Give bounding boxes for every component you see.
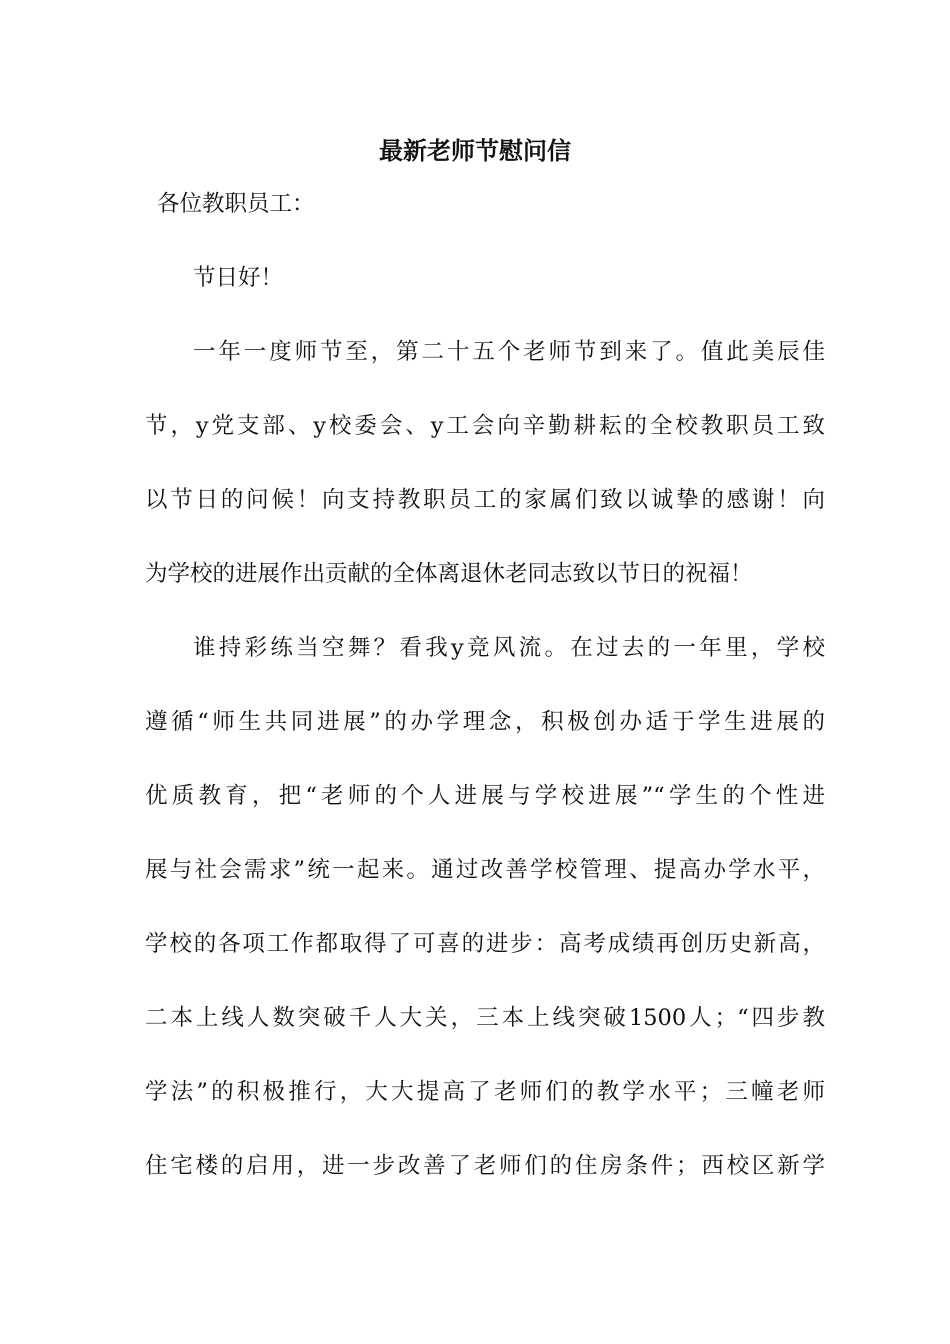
paragraph-2-line-2: 遵循“师生共同进展”的办学理念，积极创办适于学生进展的 bbox=[145, 709, 825, 735]
paragraph-2-line-3: 优质教育，把“老师的个人进展与学校进展”“学生的个性进 bbox=[145, 783, 825, 809]
greeting: 节日好！ bbox=[193, 265, 284, 291]
paragraph-2-line-8: 住宅楼的启用，进一步改善了老师们的住房条件；西校区新学 bbox=[145, 1153, 825, 1179]
paragraph-1-line-4: 为学校的进展作出贡献的全体离退休老同志致以节日的祝福！ bbox=[145, 561, 753, 587]
paragraph-1-line-2: 节，y党支部、y校委会、y工会向辛勤耕耘的全校教职员工致 bbox=[145, 413, 825, 439]
paragraph-2-line-1: 谁持彩练当空舞？看我y竞风流。在过去的一年里，学校 bbox=[193, 635, 825, 661]
paragraph-2-line-5: 学校的各项工作都取得了可喜的进步：高考成绩再创历史新高， bbox=[145, 931, 825, 957]
paragraph-2-line-6: 二本上线人数突破千人大关，三本上线突破1500人；“四步教 bbox=[145, 1005, 825, 1031]
paragraph-1-line-3: 以节日的问候！向支持教职员工的家属们致以诚挚的感谢！向 bbox=[145, 487, 825, 513]
salutation: 各位教职员工： bbox=[157, 191, 315, 217]
document-title: 最新老师节慰问信 bbox=[379, 136, 571, 165]
paragraph-1-line-1: 一年一度师节至，第二十五个老师节到来了。值此美辰佳 bbox=[193, 339, 825, 365]
paragraph-2-line-7: 学法”的积极推行，大大提高了老师们的教学水平；三幢老师 bbox=[145, 1079, 825, 1105]
paragraph-2-line-4: 展与社会需求”统一起来。通过改善学校管理、提高办学水平， bbox=[145, 857, 825, 883]
